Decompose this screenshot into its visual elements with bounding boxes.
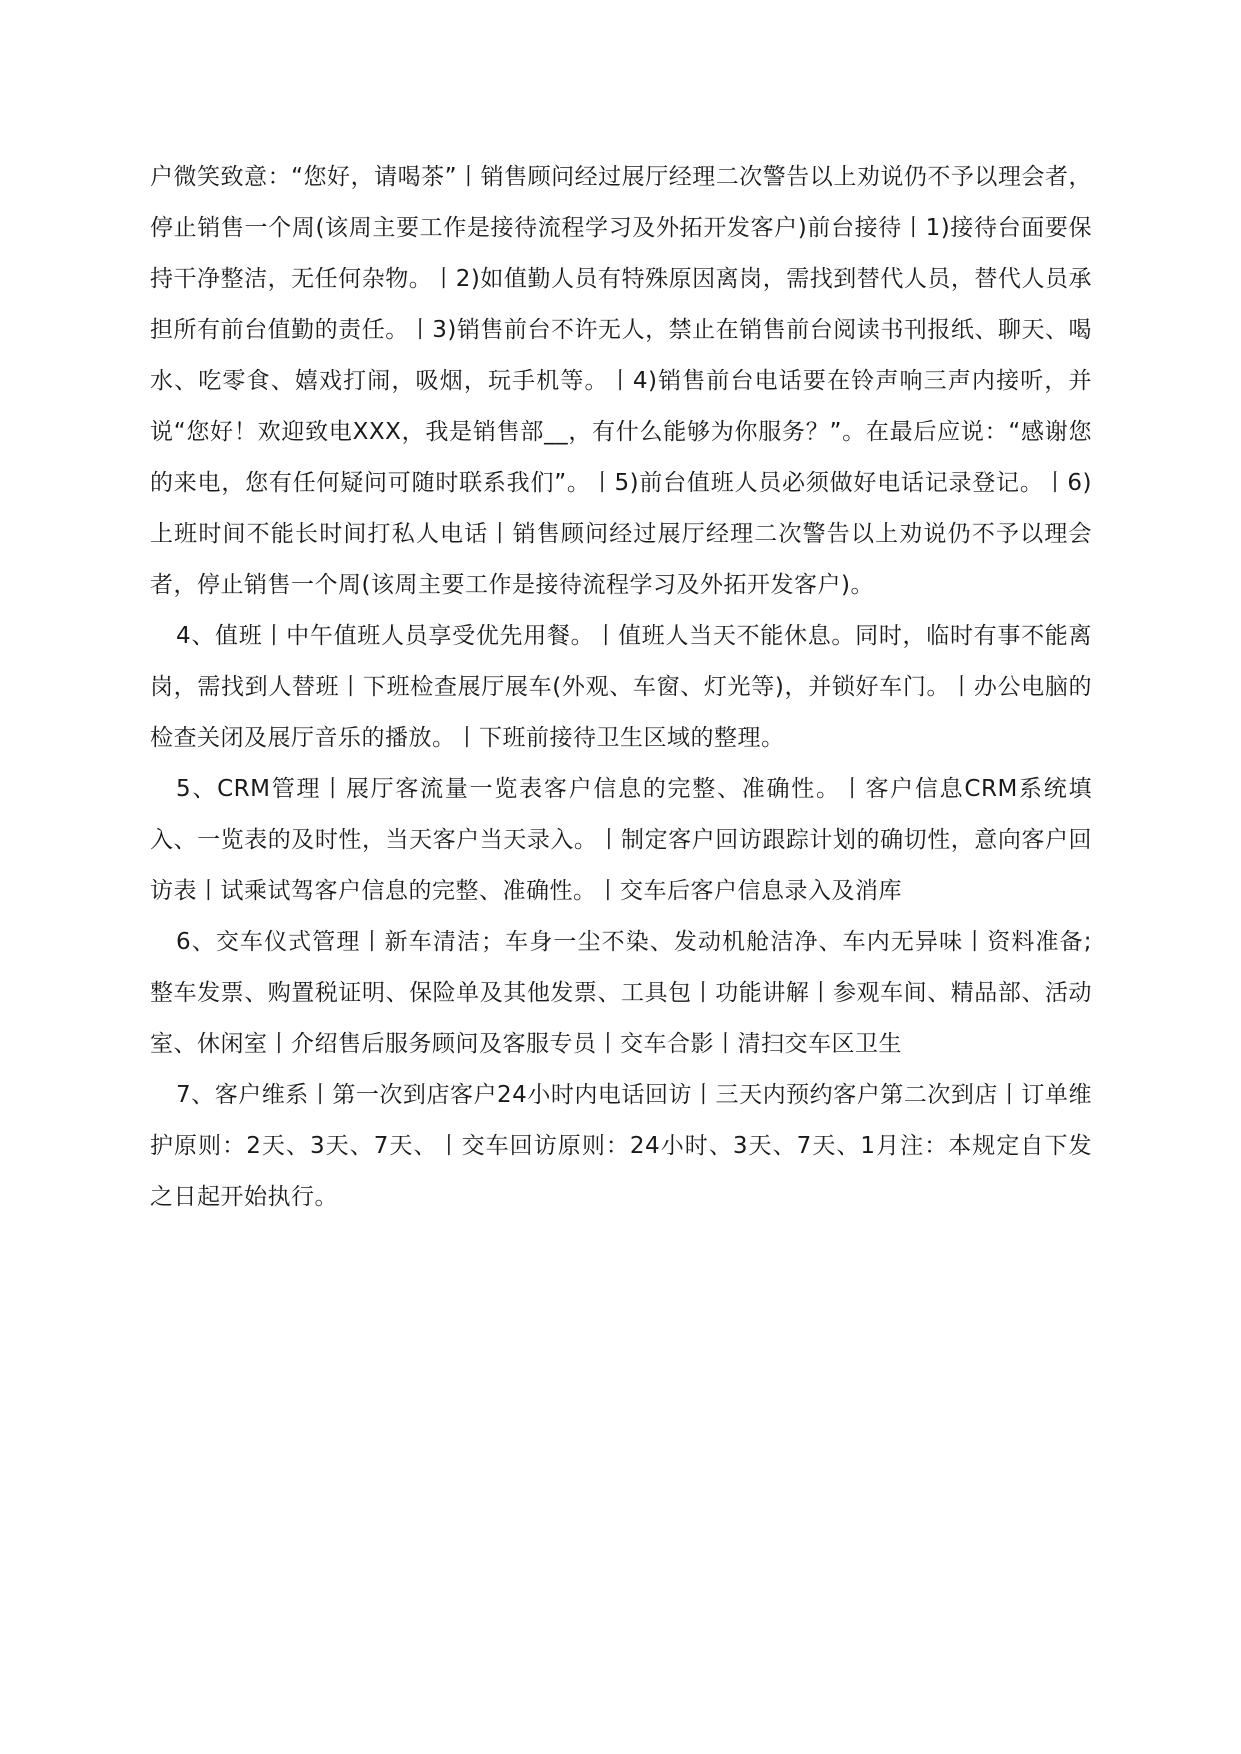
document-body (150, 152, 1092, 1223)
paragraph-duty-shift: 4、值班丨中午值班人员享受优先用餐。丨值班人当天不能休息。同时，临时有事不能离岗，需找到人替班丨下班检查展厅展车(外观、车窗、灯光等)，并锁好车门。丨办公电脑的检查关闭及展厅音乐的播放。丨下班前接待卫生区域的整理。 (150, 623, 1092, 751)
paragraph-delivery-ceremony: 6、交车仪式管理丨新车清洁；车身一尘不染、发动机舱洁净、车内无异味丨资料准备;整车发票、购置税证明、保险单及其他发票、工具包丨功能讲解丨参观车间、精品部、活动室、休闲室丨介绍售后服务顾问及客服专员丨交车合影丨清扫交车区卫生 (150, 929, 1092, 1057)
paragraph-crm-management: 5、CRM管理丨展厅客流量一览表客户信息的完整、准确性。丨客户信息CRM系统填入、一览表的及时性，当天客户当天录入。丨制定客户回访跟踪计划的确切性，意向客户回访表丨试乘试驾客户信息的完整、准确性。丨交车后客户信息录入及消库 (150, 776, 1092, 904)
paragraph-customer-maintenance: 7、客户维系丨第一次到店客户24小时内电话回访丨三天内预约客户第二次到店丨订单维护原则：2天、3天、7天、丨交车回访原则：24小时、3天、7天、1月注：本规定自下发之日起开始执行。 (150, 1082, 1092, 1210)
paragraph-front-desk-reception: 户微笑致意：“您好，请喝茶”丨销售顾问经过展厅经理二次警告以上劝说仍不予以理会者，停止销售一个周(该周主要工作是接待流程学习及外拓开发客户)前台接待丨1)接待台面要保持干净整洁，无任何杂物。丨2)如值勤人员有特殊原因离岗，需找到替代人员，替代人员承担所有前台值勤的责任。丨3)销售前台不许无人，禁止在销售前台阅读书刊报纸、聊天、喝水、吃零食、嬉戏打闹，吸烟，玩手机等。丨4)销售前台电话要在铃声响三声内接听，并说“您好！欢迎致电XXX，我是销售部__，有什么能够为你服务？”。在最后应说：“感谢您的来电，您有任何疑问可随时联系我们”。丨5)前台值班人员必须做好电话记录登记。丨6)上班时间不能长时间打私人电话丨销售顾问经过展厅经理二次警告以上劝说仍不予以理会者，停止销售一个周(该周主要工作是接待流程学习及外拓开发客户)。 (150, 164, 1092, 598)
